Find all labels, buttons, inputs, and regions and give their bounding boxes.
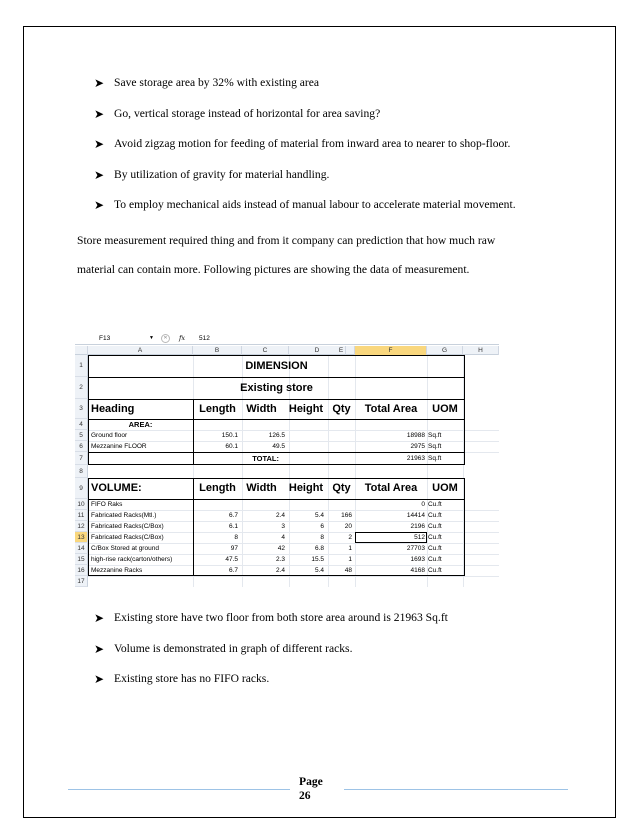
volume-row-name[interactable]: Mezzanine Racks — [91, 567, 143, 574]
list-item: ➤ Go, vertical storage instead of horizontal for area saving? — [94, 106, 381, 121]
arrow-bullet-icon: ➤ — [94, 198, 105, 212]
volume-row-name[interactable]: C/Box Stored at ground — [91, 545, 159, 552]
row-header[interactable]: 9 — [75, 478, 88, 499]
column-header[interactable]: A — [88, 346, 193, 355]
footer-rule-left — [68, 789, 290, 790]
volume-row-total[interactable]: 1693 — [410, 556, 425, 563]
area-row-uom[interactable]: Sq.ft — [428, 443, 442, 450]
total-label[interactable]: TOTAL: — [252, 454, 279, 463]
area-row-length[interactable]: 60.1 — [225, 443, 238, 450]
title-existing-store[interactable]: Existing store — [240, 382, 313, 394]
area-row-width[interactable]: 49.5 — [272, 443, 285, 450]
list-item: ➤ Volume is demonstrated in graph of different racks. — [94, 641, 353, 656]
area-header-height[interactable]: Height — [288, 403, 324, 415]
volume-row-uom[interactable]: Cu.ft — [428, 512, 442, 519]
bullet-list-top — [94, 75, 516, 228]
area-row-total[interactable]: 2975 — [410, 443, 425, 450]
list-item: ➤ By utilization of gravity for material handling. — [94, 167, 330, 182]
volume-row-height[interactable]: 6.8 — [314, 545, 324, 552]
volume-row-qty[interactable]: 48 — [344, 567, 352, 574]
gridline — [88, 576, 499, 577]
arrow-bullet-icon: ➤ — [94, 611, 105, 625]
volume-header-uom[interactable]: UOM — [432, 482, 458, 494]
area-header-length[interactable]: Length — [199, 403, 236, 415]
row-header[interactable]: 4 — [75, 419, 88, 430]
area-header-width[interactable]: Width — [246, 403, 277, 415]
volume-row-height[interactable]: 8 — [320, 534, 324, 541]
volume-row-length[interactable]: 97 — [230, 545, 238, 552]
column-header[interactable]: G — [427, 346, 463, 355]
volume-row-total[interactable]: 14414 — [406, 512, 425, 519]
fx-icon[interactable]: fx — [179, 334, 186, 342]
area-row-length[interactable]: 150.1 — [221, 432, 238, 439]
volume-row-length[interactable]: 6.7 — [228, 567, 238, 574]
page-number: Page 26 — [299, 775, 323, 802]
column-headers — [75, 346, 499, 355]
volume-row-width[interactable]: 2.4 — [275, 567, 285, 574]
area-header-total[interactable]: Total Area — [364, 403, 418, 415]
volume-row-width[interactable]: 3 — [281, 523, 285, 530]
volume-header-total[interactable]: Total Area — [364, 482, 418, 494]
column-header[interactable]: B — [193, 346, 242, 355]
title-dimension[interactable]: DIMENSION — [245, 360, 308, 372]
area-row-uom[interactable]: Sq.ft — [428, 432, 442, 439]
list-item: ➤ Existing store have two floor from both store area around is 21963 Sq.ft — [94, 611, 448, 625]
arrow-bullet-icon: ➤ — [94, 672, 105, 686]
area-label[interactable]: AREA: — [128, 420, 153, 429]
volume-row-uom[interactable]: Cu.ft — [428, 534, 442, 541]
volume-header-length[interactable]: Length — [199, 482, 236, 494]
volume-header-label[interactable]: VOLUME: — [91, 482, 142, 494]
volume-header-qty[interactable]: Qty — [332, 482, 351, 494]
volume-row-length[interactable]: 47.5 — [225, 556, 238, 563]
footer-rule-right — [344, 789, 568, 790]
volume-row-total[interactable]: 27703 — [406, 545, 425, 552]
volume-row-height[interactable]: 5.4 — [314, 512, 324, 519]
volume-row-total[interactable]: 4168 — [410, 567, 425, 574]
column-header[interactable]: H — [463, 346, 499, 355]
area-row-total[interactable]: 18988 — [406, 432, 425, 439]
area-row-width[interactable]: 126.5 — [268, 432, 285, 439]
column-header[interactable]: E — [328, 346, 355, 355]
formula-bar — [75, 332, 499, 345]
paragraph-line-1: Store measurement required thing and from it company can prediction that how much raw — [77, 234, 496, 247]
formula-value[interactable]: 512 — [199, 335, 210, 342]
volume-row-total[interactable]: 2196 — [410, 523, 425, 530]
volume-row-length[interactable]: 6.1 — [228, 523, 238, 530]
row-header[interactable]: 5 — [75, 430, 88, 441]
volume-row-height[interactable]: 6 — [320, 523, 324, 530]
volume-row-name[interactable]: Fabricated Racks(C/Box) — [91, 523, 164, 530]
area-row-name[interactable]: Ground floor — [91, 432, 128, 439]
volume-row-total[interactable]: 512 — [414, 534, 425, 541]
volume-row-length[interactable]: 6.7 — [228, 512, 238, 519]
area-row-name[interactable]: Mezzanine FLOOR — [91, 443, 147, 450]
arrow-bullet-icon: ➤ — [94, 76, 105, 90]
paragraph-line-2: material can contain more. Following pictures are showing the data of measurement. — [77, 263, 470, 276]
volume-row-qty[interactable]: 1 — [348, 545, 352, 552]
row-header[interactable]: 12 — [75, 521, 88, 532]
row-header[interactable]: 16 — [75, 565, 88, 576]
volume-row-qty[interactable]: 20 — [344, 523, 352, 530]
row-header[interactable]: 3 — [75, 399, 88, 419]
active-cell[interactable] — [355, 532, 427, 543]
volume-row-width[interactable]: 4 — [281, 534, 285, 541]
volume-row-uom[interactable]: Cu.ft — [428, 545, 442, 552]
volume-row-height[interactable]: 15.5 — [311, 556, 324, 563]
arrow-bullet-icon: ➤ — [94, 137, 105, 151]
row-header[interactable]: 14 — [75, 543, 88, 554]
volume-row-width[interactable]: 2.4 — [275, 512, 285, 519]
area-header-heading[interactable]: Heading — [91, 403, 135, 415]
column-header[interactable]: F — [355, 346, 427, 355]
list-item: ➤ To employ mechanical aids instead of manual labour to accelerate material movement. — [94, 198, 516, 212]
row-header[interactable]: 17 — [75, 576, 88, 587]
volume-row-length[interactable]: 8 — [234, 534, 238, 541]
row-header[interactable]: 7 — [75, 452, 88, 465]
list-item: ➤ Existing store has no FIFO racks. — [94, 672, 270, 686]
volume-row-name[interactable]: FIFO Raks — [91, 501, 123, 508]
row-header[interactable]: 2 — [75, 377, 88, 399]
arrow-bullet-icon: ➤ — [94, 641, 105, 656]
dropdown-arrow-icon[interactable]: ▼ — [149, 335, 154, 341]
row-header[interactable]: 8 — [75, 465, 88, 478]
area-header-qty[interactable]: Qty — [332, 403, 351, 415]
volume-row-name[interactable]: Fabricated Racks(Mtl.) — [91, 512, 157, 519]
volume-row-uom[interactable]: Cu.ft — [428, 556, 442, 563]
cancel-icon[interactable]: ✕ — [161, 334, 170, 343]
volume-row-uom[interactable]: Cu.ft — [428, 501, 442, 508]
name-box[interactable]: F13 — [99, 335, 111, 342]
row-header[interactable]: 1 — [75, 355, 88, 377]
row-header[interactable]: 11 — [75, 510, 88, 521]
volume-row-qty[interactable]: 1 — [348, 556, 352, 563]
volume-row-uom[interactable]: Cu.ft — [428, 523, 442, 530]
volume-row-name[interactable]: high-rise rack(carton/others) — [91, 556, 173, 563]
row-header[interactable]: 13 — [75, 532, 88, 543]
volume-row-qty[interactable]: 2 — [348, 534, 352, 541]
volume-header-width[interactable]: Width — [246, 482, 277, 494]
total-value[interactable]: 21963 — [406, 455, 425, 462]
arrow-bullet-icon: ➤ — [94, 106, 105, 121]
volume-header-height[interactable]: Height — [288, 482, 324, 494]
column-header[interactable]: D — [289, 346, 346, 355]
area-header-uom[interactable]: UOM — [432, 403, 458, 415]
spreadsheet-image — [75, 332, 499, 587]
volume-row-name[interactable]: Fabricated Racks(C/Box) — [91, 534, 164, 541]
total-uom[interactable]: Sq.ft — [428, 455, 442, 462]
volume-row-width[interactable]: 42 — [277, 545, 285, 552]
volume-row-uom[interactable]: Cu.ft — [428, 567, 442, 574]
volume-row-width[interactable]: 2.3 — [275, 556, 285, 563]
list-item: ➤ Avoid zigzag motion for feeding of material from inward area to nearer to shop-floor. — [94, 137, 511, 151]
list-item: ➤ Save storage area by 32% with existing area — [94, 76, 320, 90]
row-header[interactable]: 6 — [75, 441, 88, 452]
row-header[interactable]: 15 — [75, 554, 88, 565]
volume-row-total[interactable]: 0 — [421, 501, 425, 508]
row-header[interactable]: 10 — [75, 499, 88, 510]
arrow-bullet-icon: ➤ — [94, 167, 105, 182]
volume-row-qty[interactable]: 166 — [341, 512, 352, 519]
column-header[interactable]: C — [242, 346, 289, 355]
bullet-list-bottom — [94, 610, 448, 702]
volume-row-height[interactable]: 5.4 — [314, 567, 324, 574]
select-all-corner[interactable] — [75, 346, 88, 355]
